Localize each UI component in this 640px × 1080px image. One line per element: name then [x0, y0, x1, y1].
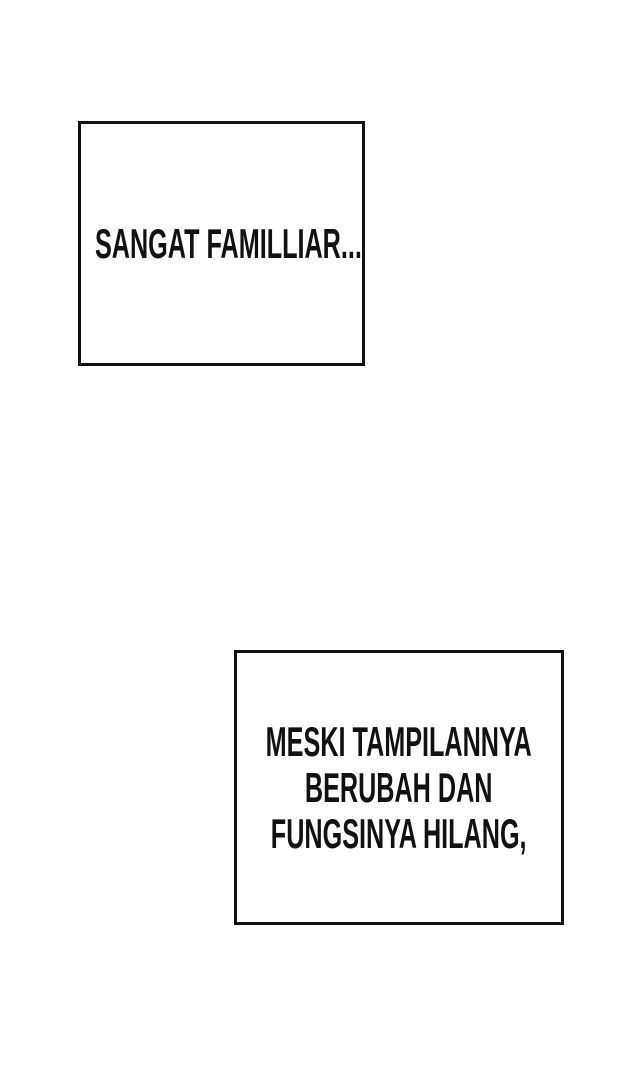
caption-bottom-line-3: FUNGSINYA HILANG, — [271, 809, 527, 857]
caption-bottom-line-1: MESKI TAMPILANNYA — [266, 717, 533, 765]
caption-box-top — [78, 121, 365, 366]
caption-box-bottom — [234, 650, 564, 925]
caption-text-top: SANGAT FAMILLIAR... — [95, 219, 362, 267]
caption-text-bottom — [266, 719, 532, 857]
caption-bottom-line-2: BERUBAH DAN — [305, 763, 493, 811]
